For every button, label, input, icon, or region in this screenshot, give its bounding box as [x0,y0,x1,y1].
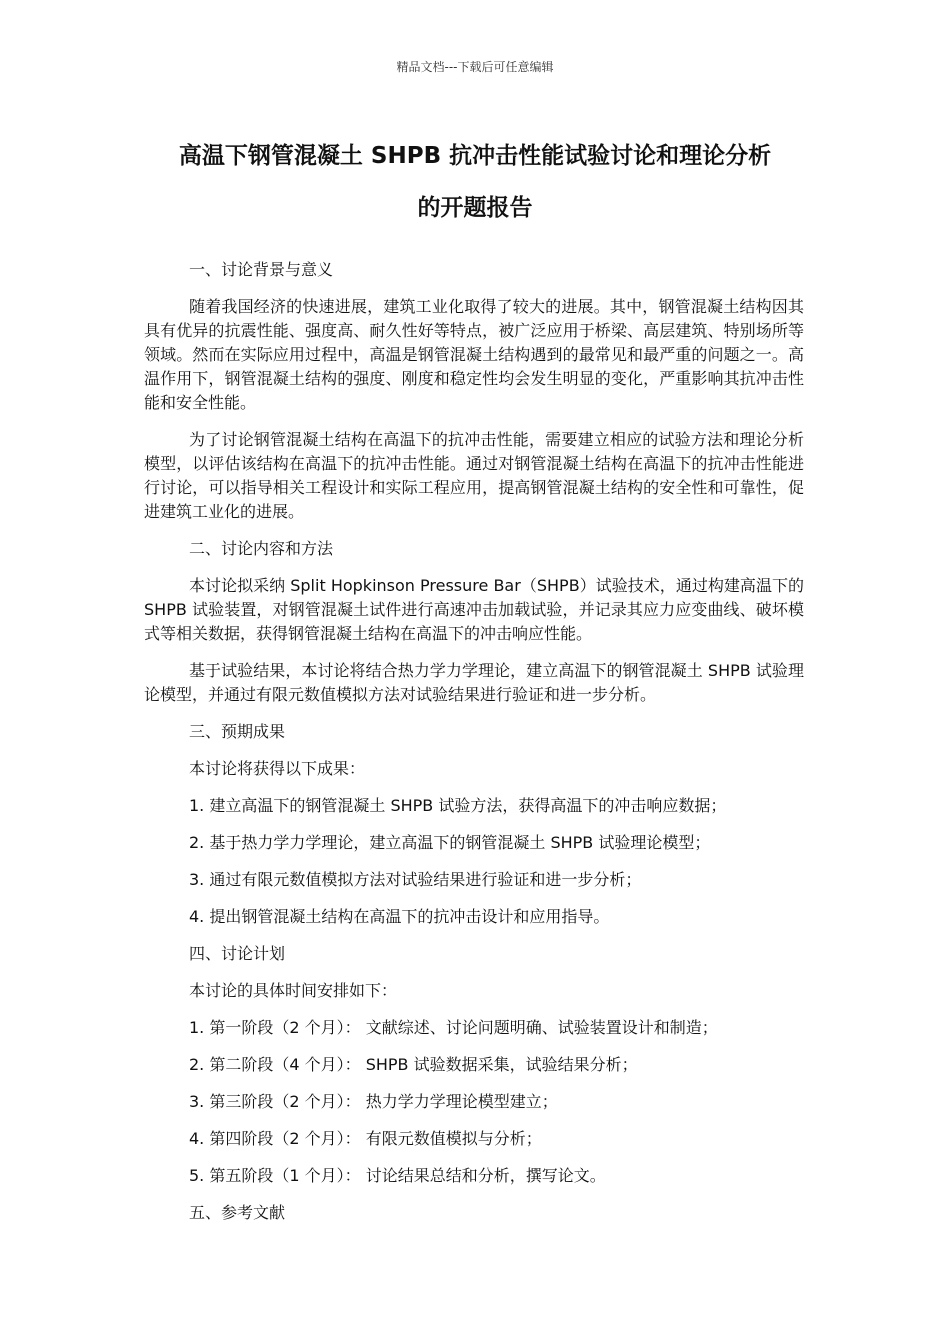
list-item: 5. 第五阶段（1 个月）： 讨论结果总结和分析，撰写论文。 [189,1166,606,1185]
list-item: 3. 第三阶段（2 个月）： 热力学力学理论模型建立； [189,1092,558,1111]
paragraph-background-2: 为了讨论钢管混凝土结构在高温下的抗冲击性能，需要建立相应的试验方法和理论分析模型，以评估该结构在高温下的抗冲击性能。通过对钢管混凝土结构在高温下的抗冲击性能进行讨论，可以指导相关工程设计和实际工程应用，提高钢管混凝土结构的安全性和可靠性，促进建筑工业化的进展。 [144,430,804,521]
section-heading-outcomes: 三、预期成果 [189,722,286,741]
list-item: 3. 通过有限元数值模拟方法对试验结果进行验证和进一步分析； [189,870,642,889]
section-heading-references: 五、参考文献 [189,1203,286,1222]
plan-intro: 本讨论的具体时间安排如下： [189,981,398,1000]
document-title [120,130,830,234]
list-item: 4. 提出钢管混凝土结构在高温下的抗冲击设计和应用指导。 [189,907,610,926]
list-item: 1. 建立高温下的钢管混凝土 SHPB 试验方法，获得高温下的冲击响应数据； [189,796,727,815]
list-item: 4. 第四阶段（2 个月）： 有限元数值模拟与分析； [189,1129,542,1148]
section-heading-background: 一、讨论背景与意义 [189,260,334,279]
paragraph-methods-1: 本讨论拟采纳 Split Hopkinson Pressure Bar（SHPB）试验技术，通过构建高温下的 SHPB 试验装置，对钢管混凝土试件进行高速冲击加载试验，并记录其应力应变曲线、破坏模式等相关数据，获得钢管混凝土结构在高温下的冲击响应性能。 [144,576,804,643]
outcomes-intro: 本讨论将获得以下成果： [189,759,366,778]
section-heading-plan: 四、讨论计划 [189,944,286,963]
paragraph-methods-2: 基于试验结果，本讨论将结合热力学力学理论，建立高温下的钢管混凝土 SHPB 试验理论模型，并通过有限元数值模拟方法对试验结果进行验证和进一步分析。 [144,661,804,704]
paragraph-background-1: 随着我国经济的快速进展，建筑工业化取得了较大的进展。其中，钢管混凝土结构因其具有优异的抗震性能、强度高、耐久性好等特点，被广泛应用于桥梁、高层建筑、特别场所等领域。然而在实际应用过程中，高温是钢管混凝土结构遇到的最常见和最严重的问题之一。高温作用下，钢管混凝土结构的强度、刚度和稳定性均会发生明显的变化，严重影响其抗冲击性能和安全性能。 [144,297,804,412]
section-heading-methods: 二、讨论内容和方法 [189,539,334,558]
list-item: 1. 第一阶段（2 个月）： 文献综述、讨论问题明确、试验装置设计和制造； [189,1018,718,1037]
list-item: 2. 基于热力学力学理论，建立高温下的钢管混凝土 SHPB 试验理论模型； [189,833,711,852]
title-line-2: 的开题报告 [417,195,533,221]
header-note: 精品文档---下载后可任意编辑 [396,60,554,74]
title-line-1: 高温下钢管混凝土 SHPB 抗冲击性能试验讨论和理论分析 [178,143,772,169]
document-body [144,258,804,1238]
list-item: 2. 第二阶段（4 个月）： SHPB 试验数据采集，试验结果分析； [189,1055,638,1074]
